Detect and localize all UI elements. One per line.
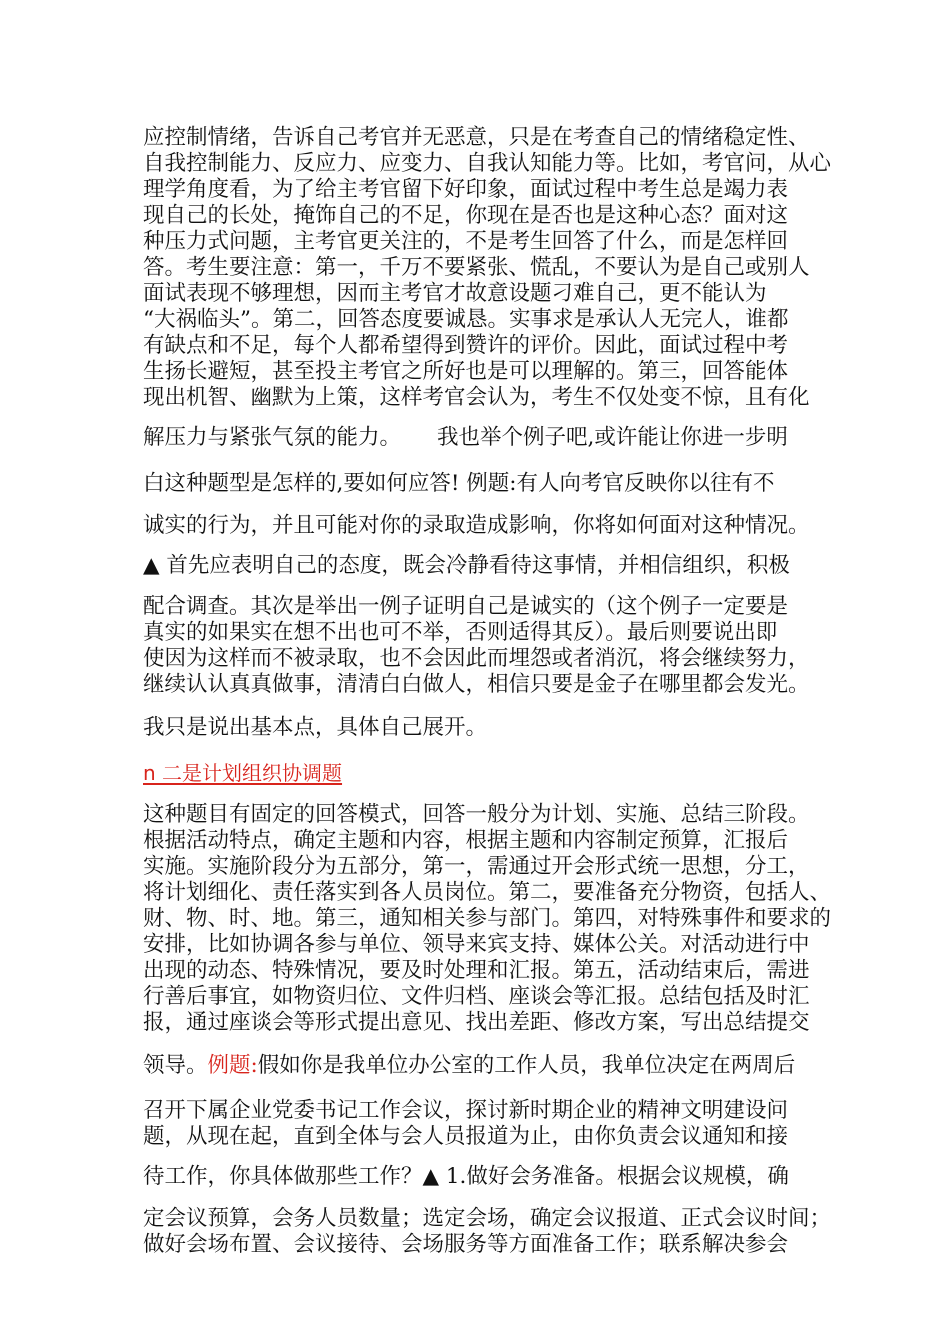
text-line: 自我控制能力、反应力、应变力、自我认知能力等。比如，考官问，从心 bbox=[143, 151, 832, 176]
section-heading: n 二是计划组织协调题 bbox=[143, 761, 343, 785]
text-segment: 假如你是我单位办公室的工作人员，我单位决定在两周后 bbox=[257, 1053, 796, 1078]
text-line: 这种题目有固定的回答模式，回答一般分为计划、实施、总结三阶段。 bbox=[143, 802, 810, 827]
text-line: 种压力式问题，主考官更关注的，不是考生回答了什么，而是怎样回 bbox=[143, 229, 789, 254]
text-line: 实施。实施阶段分为五部分，第一，需通过开会形式统一思想，分工， bbox=[143, 854, 810, 879]
text-line: 答。考生要注意：第一，千万不要紧张、慌乱，不要认为是自己或别人 bbox=[143, 255, 810, 280]
text-line: 定会议预算，会务人员数量；选定会场，确定会议报道、正式会议时间； bbox=[143, 1206, 832, 1231]
text-line: 生扬长避短，甚至投主考官之所好也是可以理解的。第三，回答能体 bbox=[143, 359, 789, 384]
text-line bbox=[143, 1052, 795, 1080]
text-line: 面试表现不够理想，因而主考官才故意设题刁难自己，更不能认为 bbox=[143, 281, 767, 306]
text-line: 报，通过座谈会等形式提出意见、找出差距、修改方案，写出总结提交 bbox=[143, 1010, 810, 1035]
text-line: 诚实的行为，并且可能对你的录取造成影响，你将如何面对这种情况。 bbox=[143, 513, 810, 538]
text-segment: 解压力与紧张气氛的能力。 bbox=[143, 425, 402, 450]
text-segment: 我也举个例子吧,或许能让你进一步明 bbox=[437, 425, 788, 450]
text-line: 现出机智、幽默为上策，这样考官会认为，考生不仅处变不惊，且有化 bbox=[143, 385, 810, 410]
text-line: 将计划细化、责任落实到各人员岗位。第二，要准备充分物资，包括人、 bbox=[143, 880, 832, 905]
text-line: 配合调查。其次是举出一例子证明自己是诚实的（这个例子一定要是 bbox=[143, 594, 789, 619]
text-line: 我只是说出基本点，具体自己展开。 bbox=[143, 715, 488, 740]
text-line: 真实的如果实在想不出也可不举，否则适得其反）。最后则要说出即 bbox=[143, 620, 778, 645]
text-line: 题，从现在起，直到全体与会人员报道为止，由你负责会议通知和接 bbox=[143, 1124, 789, 1149]
text-line: 安排，比如协调各参与单位、领导来宾支持、媒体公关。对活动进行中 bbox=[143, 932, 810, 957]
text-line: ▲ 首先应表明自己的态度，既会冷静看待这事情，并相信组织，积极 bbox=[143, 553, 790, 578]
text-line: 行善后事宜，如物资归位、文件归档、座谈会等汇报。总结包括及时汇 bbox=[143, 984, 810, 1009]
text-line: “大祸临头”。第二，回答态度要诚恳。实事求是承认人无完人，谁都 bbox=[143, 307, 789, 332]
text-line: 继续认认真真做事，清清白白做人，相信只要是金子在哪里都会发光。 bbox=[143, 672, 810, 697]
text-line: 做好会场布置、会议接待、会场服务等方面准备工作；联系解决参会 bbox=[143, 1232, 789, 1257]
example-label: 例题: bbox=[207, 1053, 258, 1078]
text-line: 召开下属企业党委书记工作会议，探讨新时期企业的精神文明建设问 bbox=[143, 1098, 789, 1123]
text-line: 出现的动态、特殊情况，要及时处理和汇报。第五，活动结束后，需进 bbox=[143, 958, 810, 983]
text-segment: 领导。 bbox=[143, 1053, 208, 1078]
text-line bbox=[143, 424, 788, 452]
text-line: 待工作，你具体做那些工作？▲ 1.做好会务准备。根据会议规模，确 bbox=[143, 1164, 789, 1189]
text-line: 有缺点和不足，每个人都希望得到赞许的评价。因此，面试过程中考 bbox=[143, 333, 789, 358]
text-line: 根据活动特点，确定主题和内容，根据主题和内容制定预算，汇报后 bbox=[143, 828, 789, 853]
text-line: 财、物、时、地。第三，通知相关参与部门。第四，对特殊事件和要求的 bbox=[143, 906, 832, 931]
text-line: 理学角度看，为了给主考官留下好印象，面试过程中考生总是竭力表 bbox=[143, 177, 789, 202]
text-line: 应控制情绪，告诉自己考官并无恶意，只是在考查自己的情绪稳定性、 bbox=[143, 125, 810, 150]
text-line: 现自己的长处，掩饰自己的不足，你现在是否也是这种心态？面对这 bbox=[143, 203, 789, 228]
text-line: 白这种题型是怎样的,要如何应答! 例题:有人向考官反映你以往有不 bbox=[143, 471, 775, 496]
text-line: 使因为这样而不被录取，也不会因此而埋怨或者消沉，将会继续努力， bbox=[143, 646, 810, 671]
